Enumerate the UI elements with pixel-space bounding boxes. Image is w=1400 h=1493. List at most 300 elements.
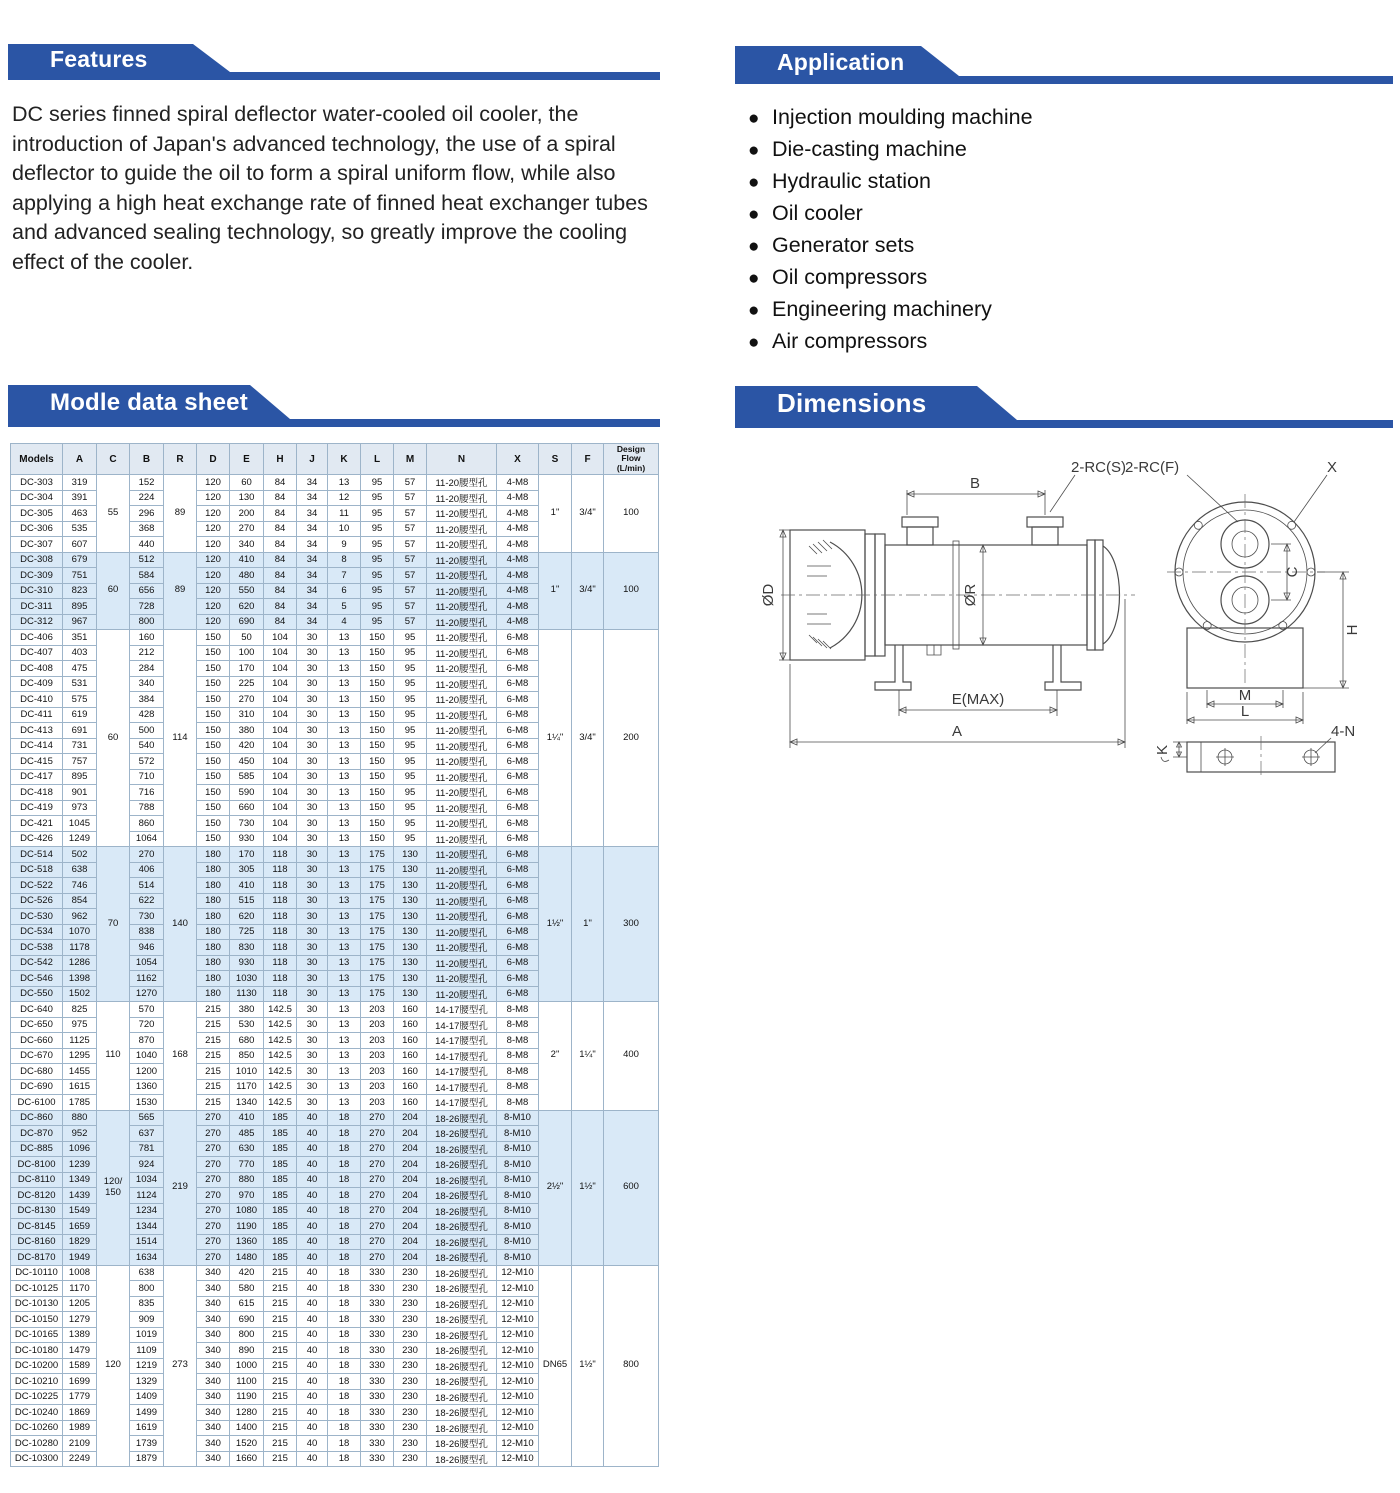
cell-x: 8-M8	[497, 1033, 539, 1049]
cell-l: 150	[361, 661, 394, 677]
cell-a: 1479	[63, 1343, 97, 1359]
cell-m: 160	[394, 1033, 427, 1049]
label-rc-f: 2-RC(F)	[1125, 459, 1180, 476]
cell-b: 728	[130, 599, 164, 615]
cell-d: 120	[197, 599, 230, 615]
cell-k: 18	[328, 1126, 361, 1142]
cell-j: 30	[297, 769, 328, 785]
cell-a: 1096	[63, 1141, 97, 1157]
cell-l: 330	[361, 1265, 394, 1281]
cell-e: 630	[230, 1141, 264, 1157]
cell-n: 11-20腰型孔	[427, 909, 497, 925]
cell-b: 1499	[130, 1405, 164, 1421]
cell-e: 1170	[230, 1079, 264, 1095]
column-header: E	[230, 444, 264, 475]
cell-a: 901	[63, 785, 97, 801]
cell-x: 12-M10	[497, 1281, 539, 1297]
cell-n: 11-20腰型孔	[427, 521, 497, 537]
cell-b: 720	[130, 1017, 164, 1033]
cell-h: 142.5	[264, 1064, 297, 1080]
cell-model: DC-10165	[11, 1327, 63, 1343]
label-phi-d: ØD	[760, 583, 777, 607]
cell-a: 535	[63, 521, 97, 537]
cell-h: 104	[264, 769, 297, 785]
cell-e: 590	[230, 785, 264, 801]
cell-m: 130	[394, 955, 427, 971]
cell-k: 13	[328, 878, 361, 894]
cell-x: 12-M10	[497, 1327, 539, 1343]
cell-d: 270	[197, 1110, 230, 1126]
cell-model: DC-680	[11, 1064, 63, 1080]
cell-h: 215	[264, 1327, 297, 1343]
cell-m: 57	[394, 552, 427, 568]
cell-x: 8-M10	[497, 1141, 539, 1157]
cell-model: DC-421	[11, 816, 63, 832]
cell-d: 180	[197, 971, 230, 987]
cell-n: 18-26腰型孔	[427, 1281, 497, 1297]
cell-k: 13	[328, 893, 361, 909]
cell-model: DC-650	[11, 1017, 63, 1033]
cell-a: 475	[63, 661, 97, 677]
features-paragraph: DC series finned spiral deflector water-cooled oil cooler, the introduction of Japan's advanced technology, the use of a spiral deflector to guide the oil to form a spiral uniform flow, while also applying a high heat exchange rate of finned heat exchanger tubes and advanced sealing technology, so greatly improve the cooling effect of the cooler.	[12, 102, 648, 274]
cell-a: 731	[63, 738, 97, 754]
cell-k: 4	[328, 614, 361, 630]
cell-x: 6-M8	[497, 847, 539, 863]
cell-m: 57	[394, 583, 427, 599]
cell-b: 1124	[130, 1188, 164, 1204]
cell-m: 204	[394, 1141, 427, 1157]
cell-l: 150	[361, 645, 394, 661]
cell-m: 160	[394, 1064, 427, 1080]
cell-n: 18-26腰型孔	[427, 1420, 497, 1436]
cell-n: 18-26腰型孔	[427, 1188, 497, 1204]
cell-b: 368	[130, 521, 164, 537]
cell-j: 34	[297, 475, 328, 491]
cell-c: 55	[97, 475, 130, 553]
cell-a: 1785	[63, 1095, 97, 1111]
label-l: L	[1240, 703, 1250, 720]
cell-h: 118	[264, 971, 297, 987]
bullet-icon: ●	[748, 140, 760, 161]
cell-j: 40	[297, 1420, 328, 1436]
column-header-line: Flow	[621, 453, 641, 464]
cell-n: 11-20腰型孔	[427, 986, 497, 1002]
cell-b: 1200	[130, 1064, 164, 1080]
cell-e: 800	[230, 1327, 264, 1343]
cell-e: 725	[230, 924, 264, 940]
label-a: A	[951, 723, 963, 740]
cell-model: DC-526	[11, 893, 63, 909]
cell-m: 57	[394, 599, 427, 615]
cell-s: 1½"	[539, 847, 572, 1002]
cell-l: 175	[361, 893, 394, 909]
cell-m: 95	[394, 661, 427, 677]
cell-l: 330	[361, 1389, 394, 1405]
cell-n: 11-20腰型孔	[427, 614, 497, 630]
cell-j: 30	[297, 707, 328, 723]
cell-r: 168	[164, 1002, 197, 1111]
cell-e: 170	[230, 847, 264, 863]
cell-n: 11-20腰型孔	[427, 754, 497, 770]
cell-h: 185	[264, 1219, 297, 1235]
cell-a: 1439	[63, 1188, 97, 1204]
cell-model: DC-8120	[11, 1188, 63, 1204]
cell-l: 150	[361, 754, 394, 770]
cell-j: 30	[297, 676, 328, 692]
cell-h: 84	[264, 475, 297, 491]
cell-h: 215	[264, 1420, 297, 1436]
cell-n: 11-20腰型孔	[427, 506, 497, 522]
cell-k: 18	[328, 1219, 361, 1235]
application-item	[748, 262, 1033, 294]
application-item	[748, 166, 1033, 198]
cell-n: 11-20腰型孔	[427, 769, 497, 785]
table-row	[11, 552, 659, 568]
cell-d: 270	[197, 1126, 230, 1142]
cell-h: 84	[264, 583, 297, 599]
cell-n: 11-20腰型孔	[427, 738, 497, 754]
cell-r: 219	[164, 1110, 197, 1265]
application-banner	[735, 46, 1393, 84]
cell-j: 30	[297, 1017, 328, 1033]
foot-view	[1154, 723, 1355, 778]
cell-l: 95	[361, 537, 394, 553]
cell-b: 800	[130, 614, 164, 630]
cell-h: 84	[264, 552, 297, 568]
cell-model: DC-10260	[11, 1420, 63, 1436]
cell-m: 57	[394, 490, 427, 506]
column-header: B	[130, 444, 164, 475]
cell-l: 270	[361, 1172, 394, 1188]
cell-d: 150	[197, 723, 230, 739]
cell-k: 18	[328, 1420, 361, 1436]
cell-b: 1619	[130, 1420, 164, 1436]
cell-l: 150	[361, 800, 394, 816]
cell-j: 40	[297, 1110, 328, 1126]
cell-k: 13	[328, 816, 361, 832]
cell-n: 11-20腰型孔	[427, 971, 497, 987]
cell-m: 230	[394, 1343, 427, 1359]
cell-l: 175	[361, 986, 394, 1002]
cell-d: 120	[197, 475, 230, 491]
cell-e: 585	[230, 769, 264, 785]
cell-b: 781	[130, 1141, 164, 1157]
cell-m: 204	[394, 1126, 427, 1142]
hatch-top	[809, 540, 832, 554]
cell-h: 84	[264, 506, 297, 522]
cell-x: 6-M8	[497, 909, 539, 925]
cell-b: 838	[130, 924, 164, 940]
cell-l: 175	[361, 955, 394, 971]
cell-e: 690	[230, 614, 264, 630]
cell-x: 12-M10	[497, 1405, 539, 1421]
label-x: X	[1327, 459, 1338, 476]
cell-b: 1409	[130, 1389, 164, 1405]
cell-h: 215	[264, 1358, 297, 1374]
cell-model: DC-307	[11, 537, 63, 553]
cell-r: 140	[164, 847, 197, 1002]
cell-a: 1045	[63, 816, 97, 832]
cell-a: 973	[63, 800, 97, 816]
cell-a: 880	[63, 1110, 97, 1126]
cell-n: 18-26腰型孔	[427, 1312, 497, 1328]
column-header: Models	[11, 444, 63, 475]
table-header-row	[11, 444, 659, 475]
cell-a: 854	[63, 893, 97, 909]
cell-h: 118	[264, 878, 297, 894]
cell-k: 13	[328, 847, 361, 863]
cell-k: 18	[328, 1327, 361, 1343]
cell-d: 340	[197, 1389, 230, 1405]
bullet-icon: ●	[748, 172, 760, 193]
cell-d: 340	[197, 1436, 230, 1452]
cell-m: 130	[394, 878, 427, 894]
cell-h: 118	[264, 955, 297, 971]
cell-d: 150	[197, 831, 230, 847]
cell-e: 270	[230, 521, 264, 537]
cell-e: 225	[230, 676, 264, 692]
cell-model: DC-10225	[11, 1389, 63, 1405]
cell-k: 18	[328, 1312, 361, 1328]
cell-k: 13	[328, 769, 361, 785]
cell-h: 215	[264, 1374, 297, 1390]
cell-model: DC-415	[11, 754, 63, 770]
cell-n: 11-20腰型孔	[427, 490, 497, 506]
cell-model: DC-10130	[11, 1296, 63, 1312]
cell-d: 180	[197, 847, 230, 863]
cell-m: 160	[394, 1048, 427, 1064]
cell-n: 11-20腰型孔	[427, 816, 497, 832]
cell-d: 180	[197, 909, 230, 925]
cell-s: 2½"	[539, 1110, 572, 1265]
cell-d: 150	[197, 769, 230, 785]
cell-model: DC-305	[11, 506, 63, 522]
cell-n: 11-20腰型孔	[427, 568, 497, 584]
cell-s: 1"	[539, 475, 572, 553]
cell-d: 215	[197, 1033, 230, 1049]
cell-j: 30	[297, 645, 328, 661]
cell-h: 84	[264, 614, 297, 630]
cell-b: 1064	[130, 831, 164, 847]
cell-k: 13	[328, 645, 361, 661]
cell-x: 6-M8	[497, 723, 539, 739]
cell-j: 30	[297, 692, 328, 708]
cell-j: 30	[297, 816, 328, 832]
cell-d: 120	[197, 552, 230, 568]
cell-e: 60	[230, 475, 264, 491]
column-header-line: Design	[616, 444, 646, 455]
cell-e: 100	[230, 645, 264, 661]
cell-model: DC-419	[11, 800, 63, 816]
cell-l: 150	[361, 692, 394, 708]
cell-b: 570	[130, 1002, 164, 1018]
cell-j: 40	[297, 1405, 328, 1421]
cell-a: 2249	[63, 1451, 97, 1467]
cell-k: 13	[328, 1033, 361, 1049]
cell-m: 57	[394, 521, 427, 537]
cell-e: 690	[230, 1312, 264, 1328]
cell-l: 95	[361, 552, 394, 568]
cell-j: 34	[297, 599, 328, 615]
cell-h: 185	[264, 1250, 297, 1266]
cell-j: 40	[297, 1296, 328, 1312]
cell-model: DC-8130	[11, 1203, 63, 1219]
cell-h: 104	[264, 754, 297, 770]
cell-x: 12-M10	[497, 1420, 539, 1436]
cell-a: 1949	[63, 1250, 97, 1266]
cell-h: 118	[264, 847, 297, 863]
cell-l: 95	[361, 490, 394, 506]
cell-x: 6-M8	[497, 986, 539, 1002]
cell-flow: 600	[604, 1110, 659, 1265]
cell-a: 751	[63, 568, 97, 584]
cell-b: 540	[130, 738, 164, 754]
cell-b: 1329	[130, 1374, 164, 1390]
cell-n: 18-26腰型孔	[427, 1265, 497, 1281]
application-item-label: Oil cooler	[772, 201, 863, 225]
cell-j: 30	[297, 1095, 328, 1111]
cell-h: 104	[264, 785, 297, 801]
cell-model: DC-406	[11, 630, 63, 646]
cell-h: 118	[264, 986, 297, 1002]
cell-k: 13	[328, 692, 361, 708]
cell-h: 215	[264, 1451, 297, 1467]
cell-j: 40	[297, 1126, 328, 1142]
leader-rc-s	[1050, 475, 1075, 512]
cell-d: 340	[197, 1281, 230, 1297]
cell-k: 13	[328, 924, 361, 940]
cell-e: 170	[230, 661, 264, 677]
cell-j: 30	[297, 738, 328, 754]
cell-l: 95	[361, 583, 394, 599]
cell-a: 531	[63, 676, 97, 692]
foot-bolt-left	[1216, 748, 1234, 766]
cell-h: 104	[264, 816, 297, 832]
cell-x: 8-M10	[497, 1234, 539, 1250]
cell-a: 1829	[63, 1234, 97, 1250]
cell-k: 13	[328, 831, 361, 847]
cell-model: DC-542	[11, 955, 63, 971]
cell-d: 340	[197, 1451, 230, 1467]
application-item-label: Hydraulic station	[772, 169, 931, 193]
right-nozzle-flange	[1027, 517, 1063, 527]
cell-h: 185	[264, 1141, 297, 1157]
cell-l: 95	[361, 475, 394, 491]
cell-b: 1360	[130, 1079, 164, 1095]
label-k: K	[1154, 744, 1171, 756]
cell-model: DC-306	[11, 521, 63, 537]
cell-a: 1659	[63, 1219, 97, 1235]
cell-d: 340	[197, 1358, 230, 1374]
cell-model: DC-10300	[11, 1451, 63, 1467]
cell-s: DN65	[539, 1265, 572, 1467]
cell-b: 1040	[130, 1048, 164, 1064]
cell-m: 204	[394, 1203, 427, 1219]
application-item-label: Oil compressors	[772, 265, 928, 289]
cell-m: 57	[394, 614, 427, 630]
cell-x: 6-M8	[497, 661, 539, 677]
cell-e: 420	[230, 1265, 264, 1281]
cell-model: DC-10210	[11, 1374, 63, 1390]
cell-l: 150	[361, 630, 394, 646]
cell-a: 1070	[63, 924, 97, 940]
datasheet-banner	[8, 385, 660, 427]
cell-k: 13	[328, 971, 361, 987]
cell-l: 203	[361, 1064, 394, 1080]
table-row	[11, 1110, 659, 1126]
cell-d: 215	[197, 1095, 230, 1111]
cell-b: 835	[130, 1296, 164, 1312]
cell-j: 34	[297, 521, 328, 537]
cell-l: 95	[361, 614, 394, 630]
cell-j: 40	[297, 1172, 328, 1188]
dimensions-title: Dimensions	[777, 388, 927, 418]
cell-h: 185	[264, 1172, 297, 1188]
cell-b: 1019	[130, 1327, 164, 1343]
cell-e: 1280	[230, 1405, 264, 1421]
cell-a: 1589	[63, 1358, 97, 1374]
cell-j: 34	[297, 537, 328, 553]
cell-x: 6-M8	[497, 676, 539, 692]
cell-a: 757	[63, 754, 97, 770]
cell-x: 6-M8	[497, 862, 539, 878]
cell-x: 6-M8	[497, 800, 539, 816]
cell-j: 40	[297, 1141, 328, 1157]
cell-d: 270	[197, 1141, 230, 1157]
cell-b: 860	[130, 816, 164, 832]
cell-k: 18	[328, 1296, 361, 1312]
cell-b: 406	[130, 862, 164, 878]
cell-k: 18	[328, 1265, 361, 1281]
cell-a: 746	[63, 878, 97, 894]
cell-j: 30	[297, 940, 328, 956]
cell-e: 1340	[230, 1095, 264, 1111]
cell-b: 160	[130, 630, 164, 646]
cell-b: 1109	[130, 1343, 164, 1359]
cell-d: 120	[197, 490, 230, 506]
cell-flow: 400	[604, 1002, 659, 1111]
dim-b	[907, 490, 1045, 515]
cell-d: 340	[197, 1405, 230, 1421]
cell-x: 8-M10	[497, 1203, 539, 1219]
cell-j: 40	[297, 1219, 328, 1235]
cell-model: DC-860	[11, 1110, 63, 1126]
cell-h: 185	[264, 1110, 297, 1126]
cell-m: 130	[394, 986, 427, 1002]
cell-a: 1389	[63, 1327, 97, 1343]
cell-m: 57	[394, 475, 427, 491]
cell-model: DC-312	[11, 614, 63, 630]
cell-j: 30	[297, 1048, 328, 1064]
left-nozzle-neck	[907, 527, 933, 545]
cell-m: 160	[394, 1079, 427, 1095]
cell-h: 215	[264, 1436, 297, 1452]
cell-l: 150	[361, 785, 394, 801]
cell-x: 12-M10	[497, 1451, 539, 1467]
application-item-label: Die-casting machine	[772, 137, 967, 161]
cell-d: 340	[197, 1312, 230, 1328]
cell-x: 6-M8	[497, 754, 539, 770]
cell-h: 215	[264, 1265, 297, 1281]
cell-h: 118	[264, 940, 297, 956]
cell-e: 515	[230, 893, 264, 909]
cell-k: 13	[328, 754, 361, 770]
cell-n: 18-26腰型孔	[427, 1451, 497, 1467]
cell-d: 215	[197, 1017, 230, 1033]
cell-b: 800	[130, 1281, 164, 1297]
cell-x: 12-M10	[497, 1358, 539, 1374]
cell-b: 500	[130, 723, 164, 739]
